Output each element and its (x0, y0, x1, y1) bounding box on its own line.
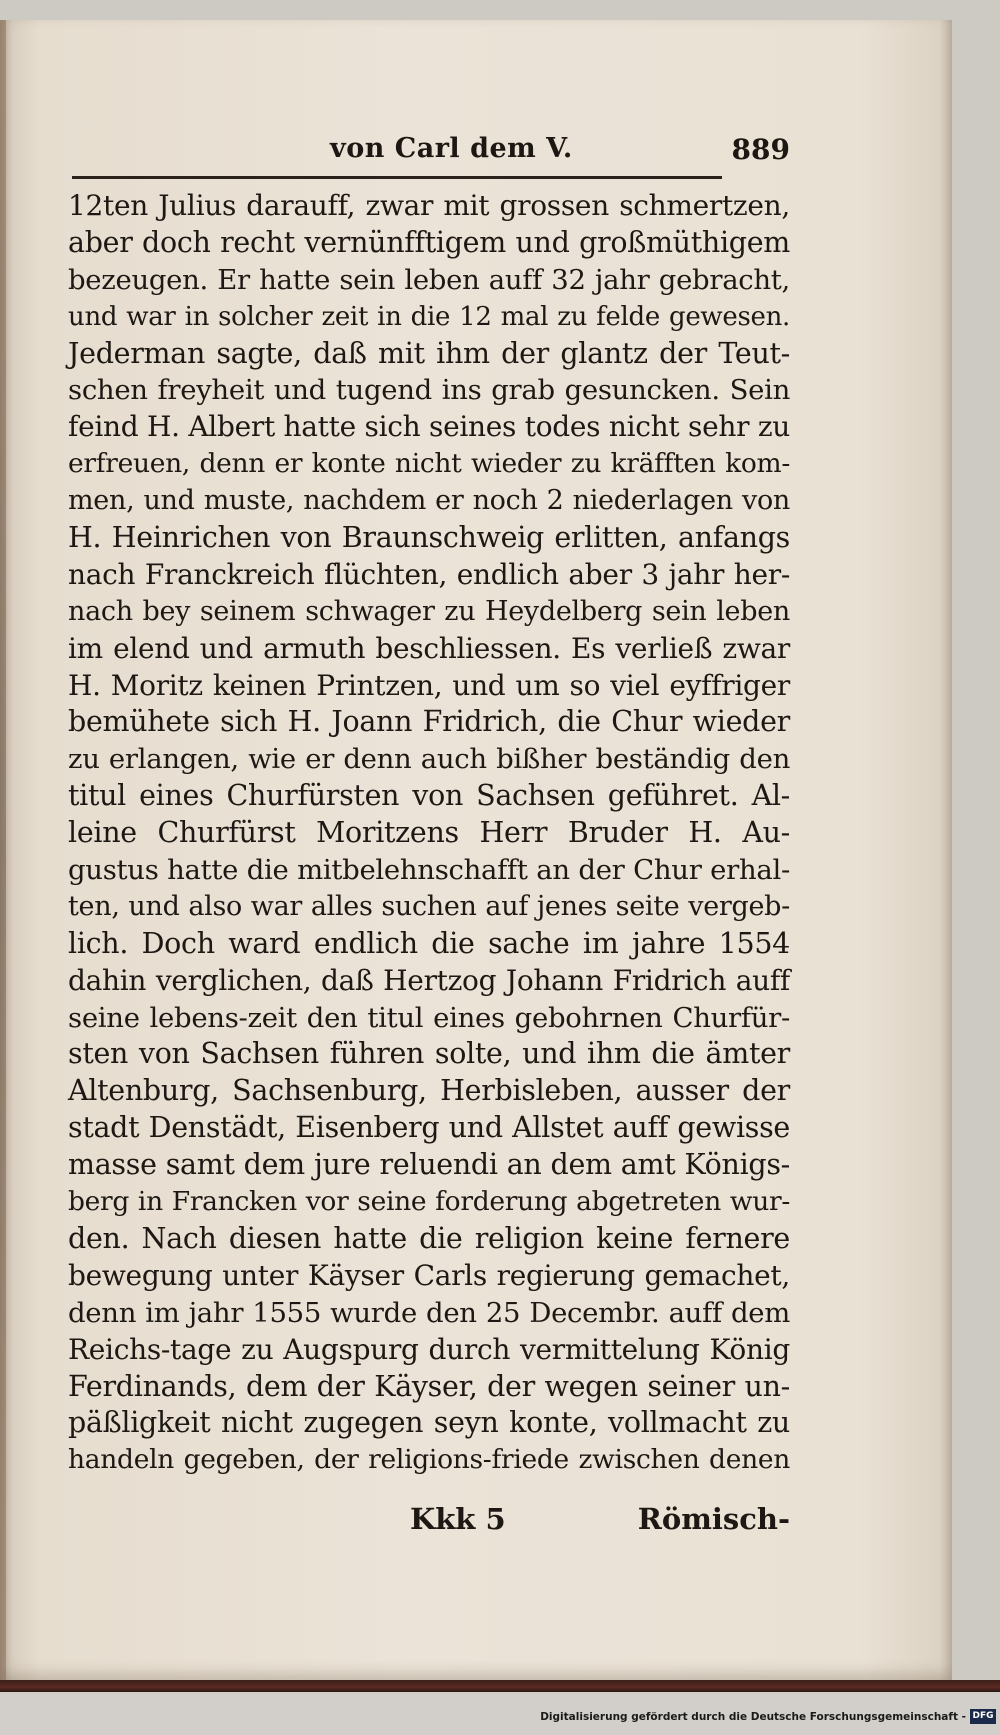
body-text (68, 188, 790, 1479)
text-line: feind H. Albert hatte sich seines todes nicht sehr zu (68, 410, 790, 444)
text-line: nach Franckreich flüchten, endlich aber 3 jahr her- (68, 557, 790, 591)
text-line: bemühete sich H. Joann Fridrich, die Chur wieder (68, 705, 790, 739)
text-line: gustus hatte die mitbelehnschafft an der Chur erhal- (68, 854, 790, 887)
text-line: sten von Sachsen führen solte, und ihm die ämter (68, 1037, 790, 1071)
text-line: masse samt dem jure reluendi an dem amt Königs- (68, 1148, 790, 1182)
text-line: ten, und also war alles suchen auf jenes seite vergeb- (68, 890, 790, 922)
text-line: Altenburg, Sachsenburg, Herbisleben, ausser der (68, 1074, 790, 1108)
page-number: 889 (731, 133, 790, 166)
text-line: H. Moritz keinen Printzen, und um so viel eyffriger (68, 668, 790, 702)
text-line: erfreuen, denn er konte nicht wieder zu kräfften kom- (68, 448, 790, 480)
catchline (410, 1502, 790, 1542)
signature-mark: Kkk 5 (410, 1502, 506, 1536)
text-line: H. Heinrichen von Braunschweig erlitten, anfangs (68, 521, 790, 555)
text-line: und war in solcher zeit in die 12 mal zu felde gewesen. (68, 301, 790, 332)
header-rule (72, 176, 722, 179)
text-line: berg in Francken vor seine forderung abgetreten wur- (68, 1186, 790, 1218)
text-line: den. Nach diesen hatte die religion keine fernere (68, 1221, 790, 1255)
text-line: lich. Doch ward endlich die sache im jahre 1554 (68, 926, 790, 960)
text-line: im elend und armuth beschliessen. Es verließ zwar (68, 631, 790, 665)
page-bottom-edge (0, 1680, 1000, 1692)
running-head: von Carl dem V. (330, 133, 573, 164)
text-line: aber doch recht vernünfftigem und großmüthigem (68, 225, 790, 259)
text-line: 12ten Julius darauff, zwar mit grossen schmertzen, (68, 189, 790, 222)
text-line: nach bey seinem schwager zu Heydelberg sein leben (68, 595, 790, 627)
text-line: bewegung unter Käyser Carls regierung gemachet, (68, 1258, 790, 1292)
text-line: Ferdinands, dem der Käyser, der wegen seiner un- (68, 1369, 790, 1403)
text-line: zu erlangen, wie er denn auch bißher beständig den (68, 743, 790, 776)
dfg-logo-icon: DFG (970, 1709, 996, 1724)
text-line: titul eines Churfürsten von Sachsen geführet. Al- (68, 779, 790, 813)
text-line: Jederman sagte, daß mit ihm der glantz der Teut- (68, 336, 790, 370)
text-line: schen freyheit und tugend ins grab gesuncken. Sein (68, 374, 790, 407)
text-line: leine Churfürst Moritzens Herr Bruder H. Au- (68, 816, 790, 850)
text-line: handeln gegeben, der religions-friede zwischen denen (68, 1444, 790, 1476)
text-line: bezeugen. Er hatte sein leben auff 32 jahr gebracht, (68, 263, 790, 296)
catchword: Römisch- (637, 1502, 790, 1536)
text-line: päßligkeit nicht zugegen seyn konte, vollmacht zu (68, 1406, 790, 1440)
text-line: Reichs-tage zu Augspurg durch vermittelung König (68, 1332, 790, 1366)
page-header (72, 133, 790, 173)
text-line: men, und muste, nachdem er noch 2 niederlagen von (68, 485, 790, 517)
text-line: seine lebens-zeit den titul eines gebohrnen Churfür- (68, 1001, 790, 1034)
text-line: stadt Denstädt, Eisenberg und Allstet auff gewisse (68, 1111, 790, 1145)
text-line: denn im jahr 1555 wurde den 25 Decembr. auff dem (68, 1296, 790, 1329)
text-line: dahin verglichen, daß Hertzog Johann Fridrich auff (68, 963, 790, 997)
digitization-credit: Digitalisierung gefördert durch die Deutsche Forschungsgemeinschaft - (540, 1711, 966, 1723)
